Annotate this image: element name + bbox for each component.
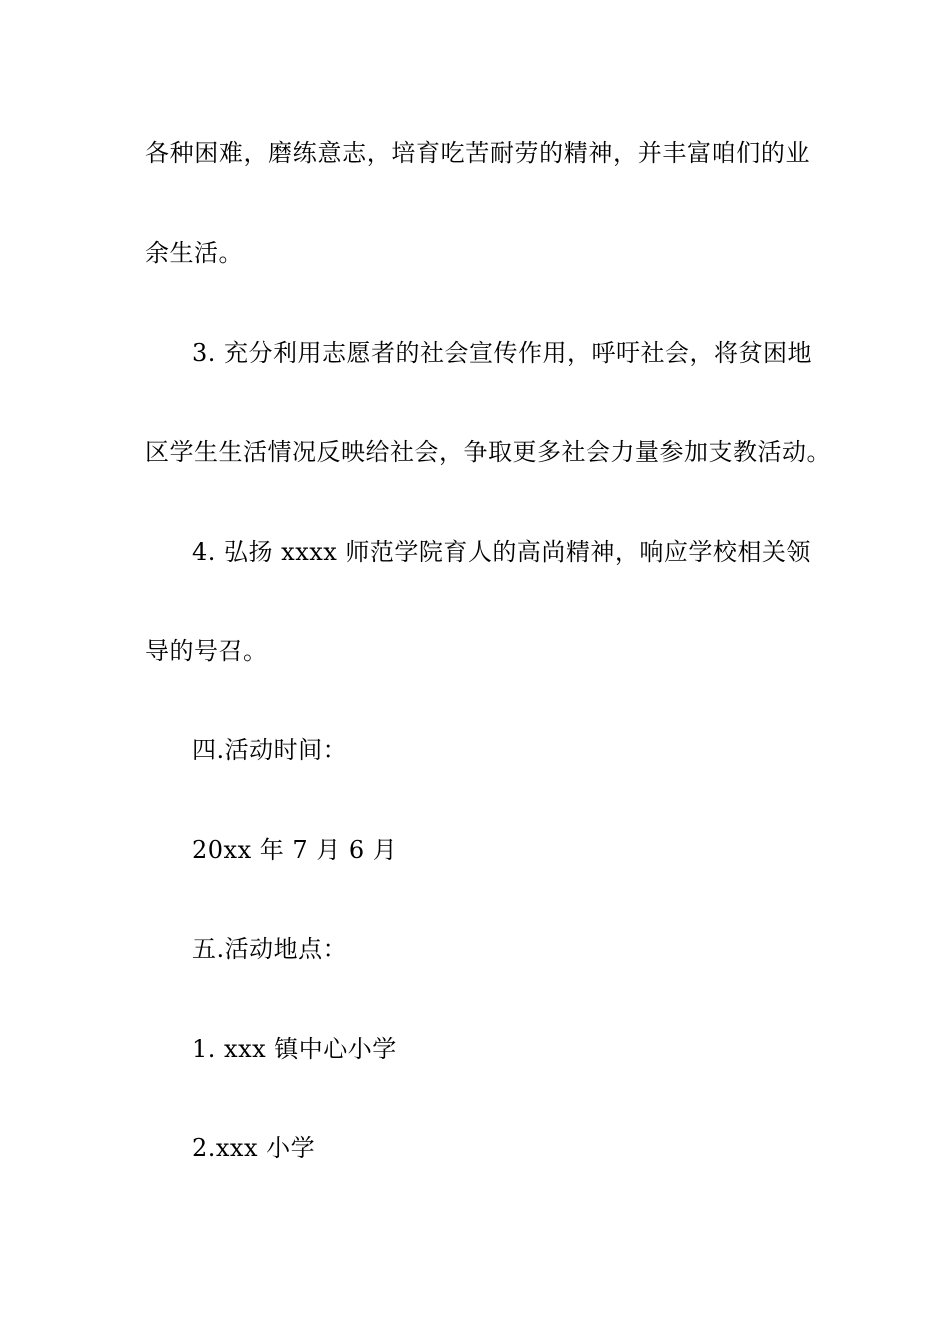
section-heading-location: 五.活动地点： — [192, 935, 348, 963]
paragraph-line-purpose-3: 3. 充分利用志愿者的社会宣传作用，呼吁社会，将贫困地 — [192, 339, 813, 367]
paragraph-line-purpose-3-cont: 区学生生活情况反映给社会，争取更多社会力量参加支教活动。 — [145, 438, 831, 466]
location-item-2: 2.xxx 小学 — [192, 1134, 316, 1162]
location-item-1: 1. xxx 镇中心小学 — [192, 1035, 397, 1063]
paragraph-line-purpose-2-end: 余生活。 — [145, 239, 243, 267]
paragraph-line-purpose-4-end: 导的号召。 — [145, 637, 268, 665]
activity-date: 20xx 年 7 月 6 月 — [192, 836, 398, 864]
section-heading-time: 四.活动时间： — [192, 736, 348, 764]
paragraph-line-purpose-2-cont: 各种困难，磨练意志，培育吃苦耐劳的精神，并丰富咱们的业 — [145, 139, 810, 167]
paragraph-line-purpose-4: 4. 弘扬 xxxx 师范学院育人的高尚精神，响应学校相关领 — [192, 538, 811, 566]
